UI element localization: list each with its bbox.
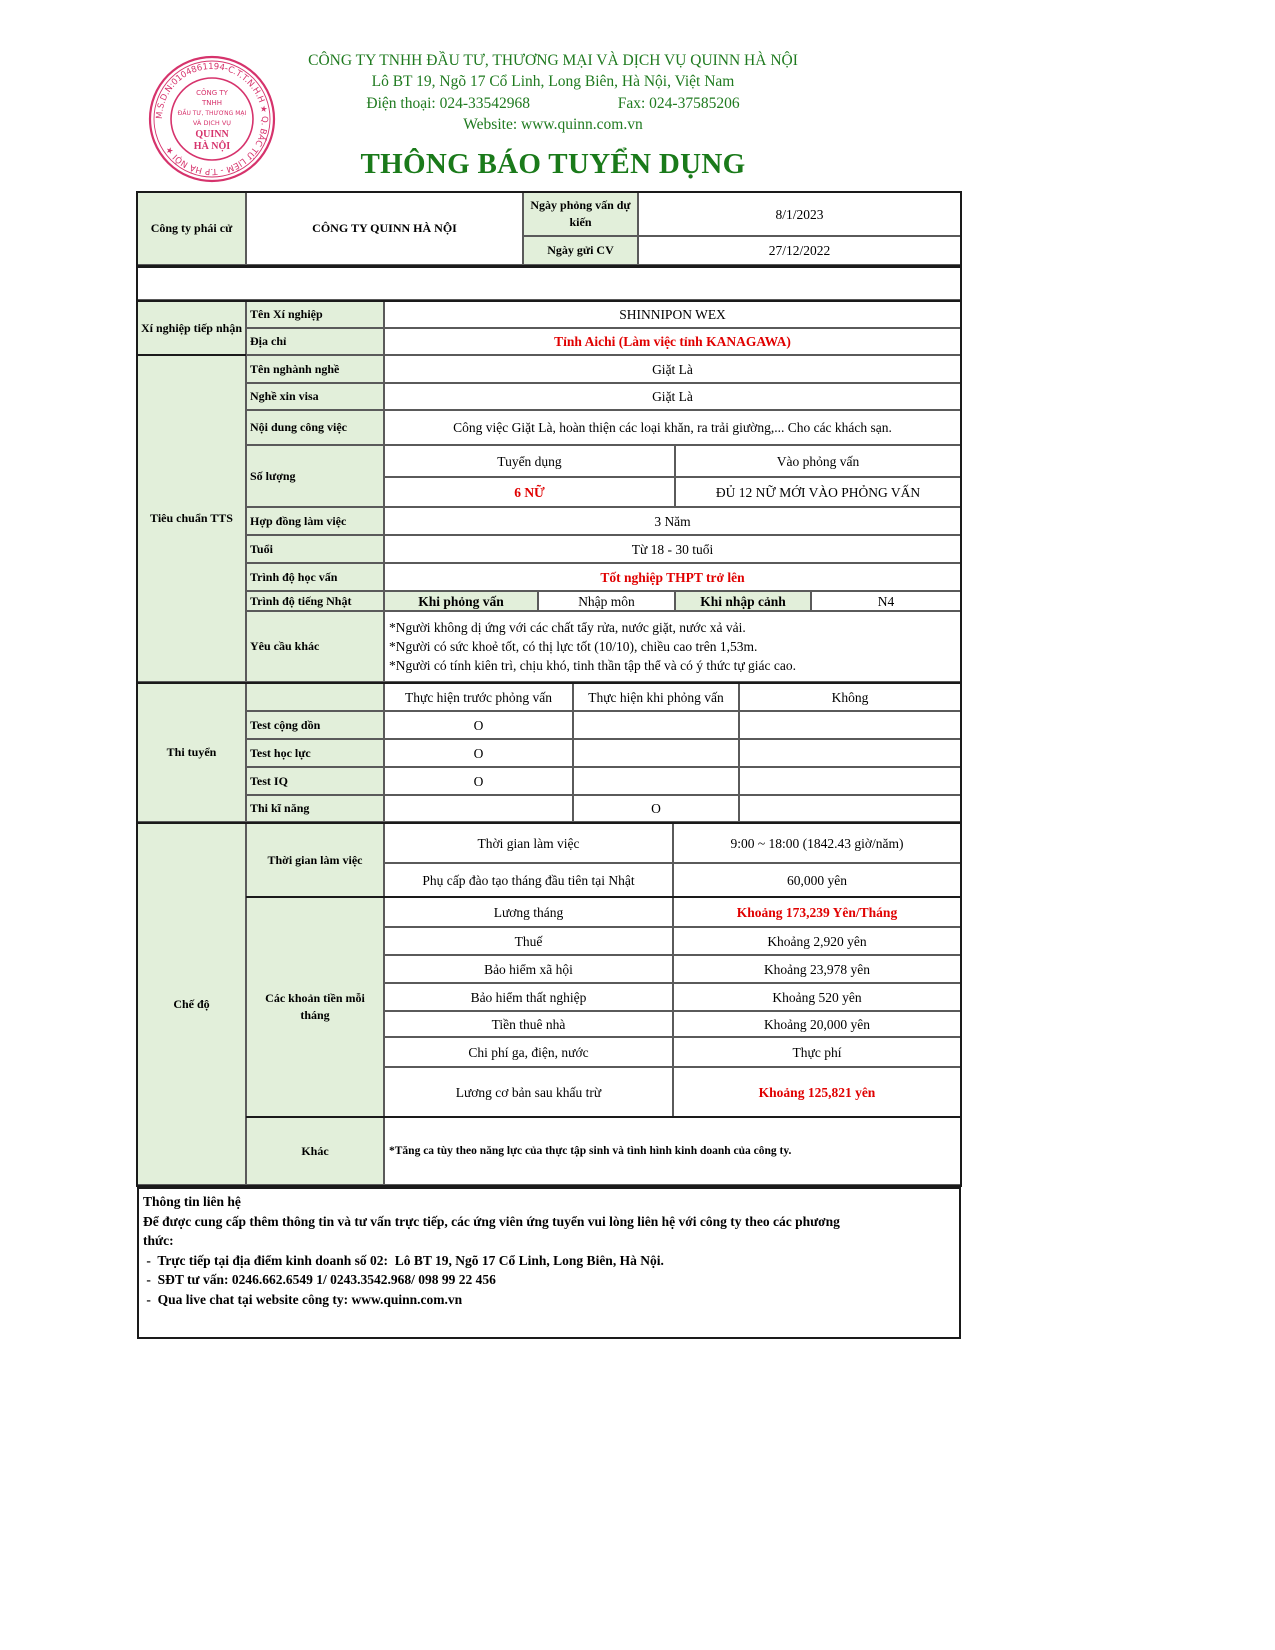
exam-cell (573, 739, 739, 767)
contract-value: 3 Năm (384, 507, 961, 535)
cv-date-label: Ngày gửi CV (523, 236, 638, 265)
interview-value: ĐỦ 12 NỮ MỚI VÀO PHỎNG VẤN (675, 477, 961, 507)
svg-text:QUINN: QUINN (195, 129, 229, 140)
company-address: Lô BT 19, Ngõ 17 Cổ Linh, Long Biên, Hà Nội, Việt Nam (371, 73, 735, 90)
contact-box (137, 1187, 961, 1339)
company-phone: Điện thoại: 024-33542968 (366, 95, 530, 112)
employer-address-label: Địa chỉ (246, 328, 384, 355)
exam-col-header: Thực hiện khi phỏng vấn (573, 683, 739, 711)
company-website: Website: www.quinn.com.vn (463, 116, 643, 133)
stamp-icon (148, 55, 276, 183)
page-title: THÔNG BÁO TUYỂN DỤNG (360, 148, 746, 180)
monthly-item-value: Khoảng 173,239 Yên/Tháng (673, 897, 961, 927)
monthly-item-label: Bảo hiểm xã hội (384, 955, 673, 983)
exam-header-blank (246, 683, 384, 711)
jp-interview-value: Nhập môn (538, 591, 675, 611)
cv-date-value: 27/12/2022 (638, 236, 961, 265)
age-value: Từ 18 - 30 tuổi (384, 535, 961, 563)
monthly-item-label: Chi phí ga, điện, nước (384, 1037, 673, 1067)
exam-cell (739, 739, 961, 767)
benefits-section-label: Chế độ (137, 823, 246, 1185)
recruit-value: 6 NỮ (384, 477, 675, 507)
exam-row-label: Test IQ (246, 767, 384, 795)
monthly-item-label: Lương tháng (384, 897, 673, 927)
exam-cell (384, 795, 573, 822)
exam-row-label: Test học lực (246, 739, 384, 767)
svg-text:CÔNG TY: CÔNG TY (196, 89, 228, 97)
monthly-item-value: Khoảng 20,000 yên (673, 1011, 961, 1037)
contact-intro: Để được cung cấp thêm thông tin và tư vấn trực tiếp, các ứng viên ứng tuyển vui lòng liên hệ với công ty theo các phương (143, 1213, 840, 1229)
quantity-label: Số lượng (246, 445, 384, 507)
exam-cell: O (384, 711, 573, 739)
employer-address-value: Tỉnh Aichi (Làm việc tỉnh KANAGAWA) (384, 328, 961, 355)
monthly-item-label: Thuế (384, 927, 673, 955)
contact-item-phone: - SĐT tư vấn: 0246.662.6549 1/ 0243.3542.968/ 098 99 22 456 (143, 1272, 496, 1287)
employer-name-value: SHINNIPON WEX (384, 301, 961, 328)
exam-cell: O (573, 795, 739, 822)
monthly-group-label: Các khoản tiền mỗi tháng (246, 897, 384, 1117)
exam-col-header: Thực hiện trước phỏng vấn (384, 683, 573, 711)
jp-entry-label: Khi nhập cảnh (675, 591, 811, 611)
jp-interview-label: Khi phỏng vấn (384, 591, 538, 611)
requirement-line: *Người có sức khoẻ tốt, có thị lực tốt (10/10), chiều cao trên 1,53m. (389, 639, 758, 654)
company-phone-fax (278, 94, 828, 114)
exam-cell (573, 767, 739, 795)
contract-label: Hợp đồng làm việc (246, 507, 384, 535)
exam-row-label: Test cộng dồn (246, 711, 384, 739)
monthly-item-value: Khoảng 125,821 yên (673, 1067, 961, 1117)
interview-header: Vào phỏng vấn (675, 445, 961, 477)
company-fax: Fax: 024-37585206 (617, 95, 740, 112)
benefits-other-value: *Tăng ca tùy theo năng lực của thực tập sinh và tình hình kinh doanh của công ty. (384, 1117, 961, 1185)
visa-label: Nghề xin visa (246, 383, 384, 410)
industry-value: Giặt Là (384, 355, 961, 383)
svg-text:HÀ NỘI: HÀ NỘI (193, 141, 231, 152)
interview-date-label: Ngày phỏng vấn dự kiến (523, 192, 638, 236)
sending-company-label: Công ty phái cử (137, 192, 246, 265)
worktime-value: 9:00 ~ 18:00 (1842.43 giờ/năm) (673, 823, 961, 863)
other-requirements-value (384, 611, 961, 682)
monthly-item-value: Khoảng 2,920 yên (673, 927, 961, 955)
japanese-label: Trình độ tiếng Nhật (246, 591, 384, 611)
exam-cell (739, 711, 961, 739)
job-label: Nội dung công việc (246, 410, 384, 445)
exam-cell: O (384, 767, 573, 795)
exam-cell (573, 711, 739, 739)
svg-text:M.S.D.N:0104861194-C.T.T.N.H.H: M.S.D.N:0104861194-C.T.T.N.H.H ★ Q. BẮC TỪ LIÊM - T.P HÀ NỘI ★ (154, 61, 270, 177)
contact-item-address: - Trực tiếp tại địa điểm kinh doanh số 02: Lô BT 19, Ngõ 17 Cổ Linh, Long Biên, Hà Nội. (143, 1252, 664, 1268)
allowance-value: 60,000 yên (673, 863, 961, 897)
exam-cell (739, 767, 961, 795)
svg-text:TNHH: TNHH (201, 99, 223, 107)
monthly-item-label: Tiền thuê nhà (384, 1011, 673, 1037)
sending-company-value: CÔNG TY QUINN HÀ NỘI (246, 192, 523, 265)
education-value: Tốt nghiệp THPT trở lên (384, 563, 961, 591)
monthly-item-value: Khoảng 23,978 yên (673, 955, 961, 983)
exam-row-label: Thi kĩ năng (246, 795, 384, 822)
monthly-item-value: Thực phí (673, 1037, 961, 1067)
exam-cell (739, 795, 961, 822)
employer-section-label: Xí nghiệp tiếp nhận (137, 301, 246, 355)
requirement-line: *Người không dị ứng với các chất tẩy rửa, nước giặt, nước xả vải. (389, 620, 746, 635)
company-name: CÔNG TY TNHH ĐẦU TƯ, THƯƠNG MẠI VÀ DỊCH VỤ QUINN HÀ NỘI (308, 52, 798, 69)
monthly-item-label: Bảo hiểm thất nghiệp (384, 983, 673, 1011)
company-stamp (148, 55, 276, 183)
worktime-group-label: Thời gian làm việc (246, 823, 384, 897)
visa-value: Giặt Là (384, 383, 961, 410)
svg-text:ĐẦU TƯ, THƯƠNG MẠI: ĐẦU TƯ, THƯƠNG MẠI (177, 110, 247, 117)
contact-item-website: - Qua live chat tại website công ty: www.quinn.com.vn (143, 1291, 463, 1307)
interview-date-value: 8/1/2023 (638, 192, 961, 236)
exam-col-header: Không (739, 683, 961, 711)
blank-row (137, 267, 961, 300)
age-label: Tuổi (246, 535, 384, 563)
education-label: Trình độ học vấn (246, 563, 384, 591)
requirement-line: *Người có tính kiên trì, chịu khó, tinh thần tập thể và có ý thức tự giác cao. (389, 658, 796, 673)
exam-section-label: Thi tuyển (137, 683, 246, 822)
industry-label: Tên nghành nghề (246, 355, 384, 383)
worktime-label: Thời gian làm việc (384, 823, 673, 863)
contact-intro-cont: thức: (143, 1233, 174, 1248)
employer-name-label: Tên Xí nghiệp (246, 301, 384, 328)
svg-text:VÀ DỊCH VỤ: VÀ DỊCH VỤ (192, 119, 232, 127)
benefits-other-label: Khác (246, 1117, 384, 1185)
monthly-item-value: Khoảng 520 yên (673, 983, 961, 1011)
jp-entry-value: N4 (811, 591, 961, 611)
monthly-item-label: Lương cơ bản sau khấu trừ (384, 1067, 673, 1117)
other-requirements-label: Yêu cầu khác (246, 611, 384, 682)
job-value: Công việc Giặt Là, hoàn thiện các loại khăn, ra trải giường,... Cho các khách sạn. (384, 410, 961, 445)
criteria-section-label: Tiêu chuẩn TTS (137, 355, 246, 682)
recruit-header: Tuyển dụng (384, 445, 675, 477)
exam-cell: O (384, 739, 573, 767)
contact-title: Thông tin liên hệ (143, 1194, 241, 1209)
allowance-label: Phụ cấp đào tạo tháng đầu tiên tại Nhật (384, 863, 673, 897)
